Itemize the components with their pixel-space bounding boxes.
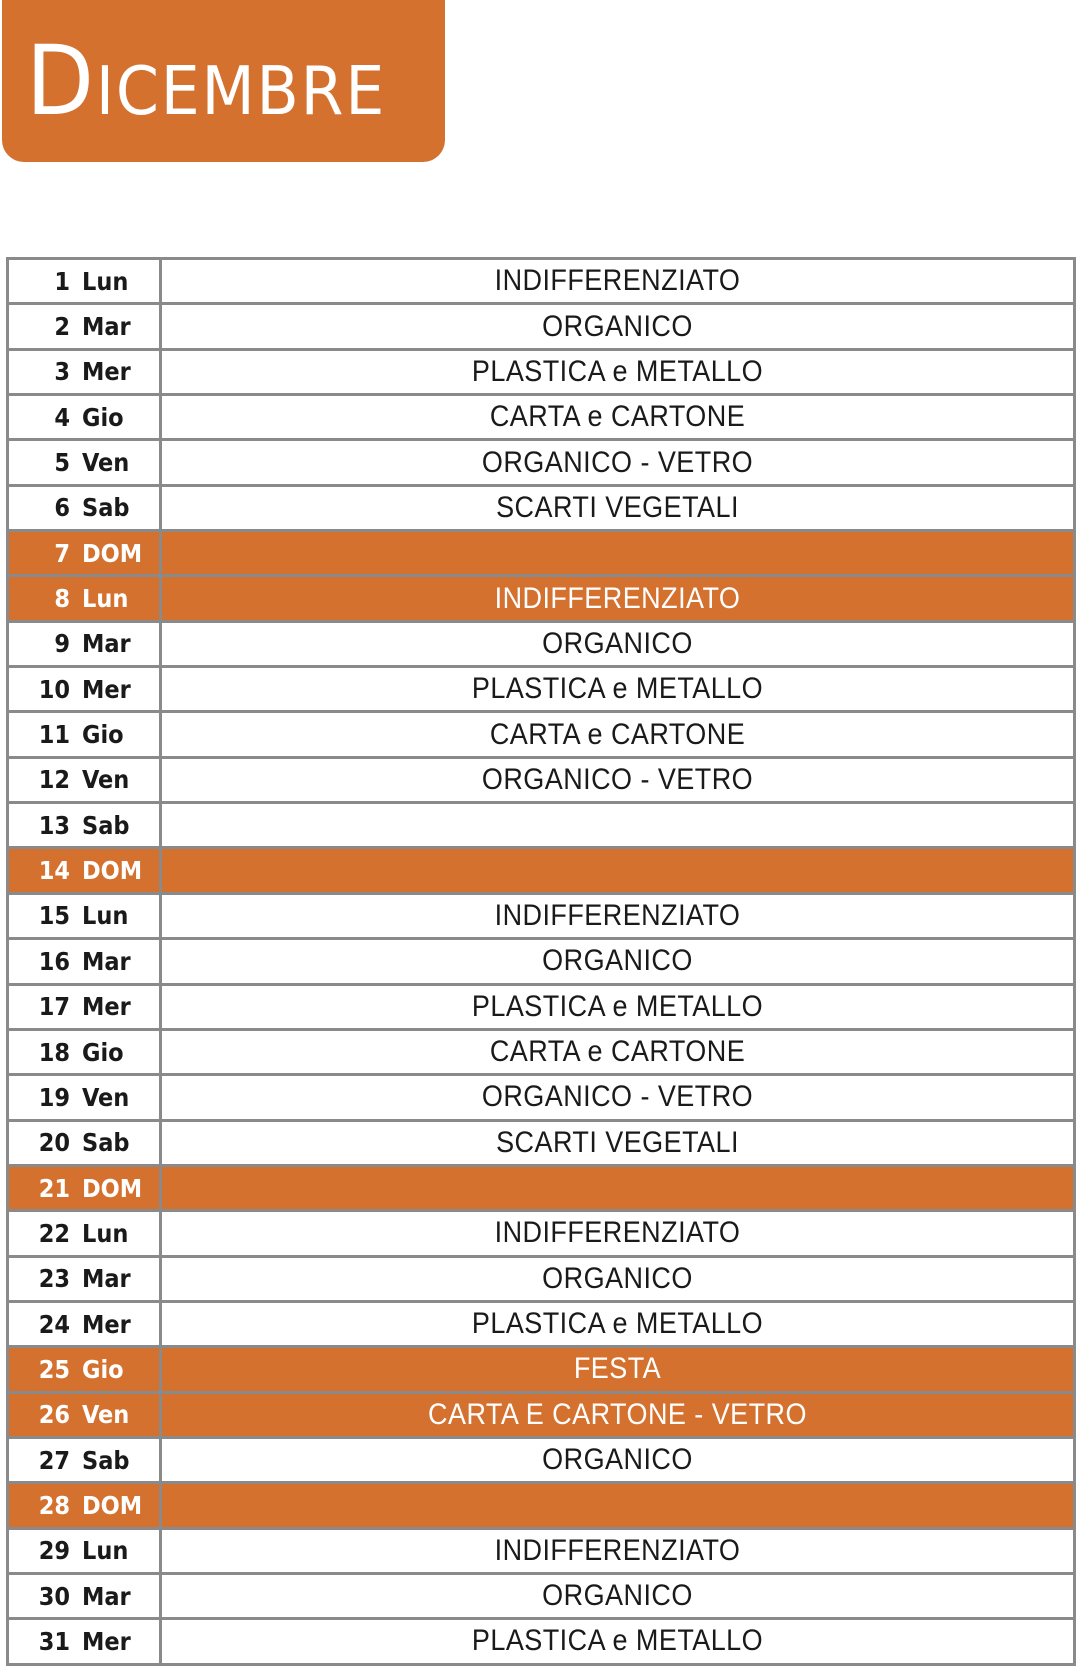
waste-type-cell: INDIFFERENZIATO bbox=[494, 264, 741, 298]
waste-type-cell: CARTA E CARTONE - VETRO bbox=[428, 1397, 807, 1431]
waste-type-cell bbox=[208, 1484, 1028, 1526]
day-number: 19 bbox=[38, 1082, 70, 1112]
weekday-label: Sab bbox=[82, 1128, 130, 1158]
day-cell bbox=[9, 623, 162, 665]
table-row bbox=[9, 1575, 1073, 1620]
weekday-label: Mar bbox=[82, 312, 131, 342]
table-row bbox=[9, 1484, 1073, 1529]
table-row bbox=[9, 1031, 1073, 1076]
weekday-label: Mer bbox=[82, 357, 131, 387]
day-cell bbox=[9, 1348, 162, 1390]
waste-type-cell bbox=[208, 804, 1028, 846]
day-number: 18 bbox=[38, 1037, 70, 1067]
weekday-label: Lun bbox=[82, 266, 129, 296]
waste-type-cell: INDIFFERENZIATO bbox=[494, 581, 741, 615]
day-cell bbox=[9, 986, 162, 1028]
weekday-label: Gio bbox=[82, 1037, 124, 1067]
waste-type-cell: INDIFFERENZIATO bbox=[494, 1216, 741, 1250]
waste-type-cell: INDIFFERENZIATO bbox=[494, 1533, 741, 1567]
day-cell bbox=[9, 305, 162, 347]
month-title-badge bbox=[2, 0, 445, 162]
table-row bbox=[9, 804, 1073, 849]
day-number: 21 bbox=[38, 1173, 70, 1203]
weekday-label: Mar bbox=[82, 1264, 131, 1294]
waste-type-cell bbox=[208, 532, 1028, 574]
weekday-label: DOM bbox=[82, 856, 143, 886]
day-number: 24 bbox=[38, 1309, 70, 1339]
waste-type-cell: PLASTICA e METALLO bbox=[471, 1624, 764, 1658]
weekday-label: Mer bbox=[82, 1309, 131, 1339]
day-cell bbox=[9, 1212, 162, 1254]
waste-type-cell: CARTA e CARTONE bbox=[489, 400, 746, 434]
day-cell bbox=[9, 532, 162, 574]
day-cell bbox=[9, 1258, 162, 1300]
table-row bbox=[9, 849, 1073, 894]
weekday-label: Ven bbox=[82, 1400, 130, 1430]
table-row bbox=[9, 260, 1073, 305]
table-row bbox=[9, 1620, 1073, 1665]
day-cell bbox=[9, 1303, 162, 1345]
weekday-label: Sab bbox=[82, 1445, 130, 1475]
waste-type-cell: SCARTI VEGETALI bbox=[496, 1125, 739, 1159]
waste-type-cell: ORGANICO bbox=[542, 1443, 693, 1477]
day-cell bbox=[9, 804, 162, 846]
day-cell bbox=[9, 577, 162, 619]
month-title: Dicembre bbox=[26, 25, 387, 137]
day-cell bbox=[9, 1167, 162, 1209]
day-cell bbox=[9, 1484, 162, 1526]
table-row bbox=[9, 1212, 1073, 1257]
weekday-label: Mar bbox=[82, 946, 131, 976]
table-row bbox=[9, 1076, 1073, 1121]
waste-type-cell: ORGANICO - VETRO bbox=[481, 1080, 754, 1114]
weekday-label: Gio bbox=[82, 1354, 124, 1384]
day-number: 12 bbox=[38, 765, 70, 795]
weekday-label: Sab bbox=[82, 493, 130, 523]
day-number: 10 bbox=[38, 674, 70, 704]
day-number: 29 bbox=[38, 1536, 70, 1566]
day-cell bbox=[9, 1620, 162, 1662]
weekday-label: Mer bbox=[82, 1626, 131, 1656]
day-number: 26 bbox=[38, 1400, 70, 1430]
day-cell bbox=[9, 1439, 162, 1481]
day-cell bbox=[9, 1394, 162, 1436]
day-number: 13 bbox=[38, 810, 70, 840]
table-row bbox=[9, 1394, 1073, 1439]
day-cell bbox=[9, 396, 162, 438]
table-row bbox=[9, 1348, 1073, 1393]
day-number: 5 bbox=[54, 448, 70, 478]
day-number: 16 bbox=[38, 946, 70, 976]
day-cell bbox=[9, 759, 162, 801]
waste-type-cell: ORGANICO bbox=[542, 309, 693, 343]
waste-type-cell: ORGANICO bbox=[542, 944, 693, 978]
day-cell bbox=[9, 1575, 162, 1617]
day-number: 17 bbox=[38, 992, 70, 1022]
day-number: 1 bbox=[54, 266, 70, 296]
day-cell bbox=[9, 713, 162, 755]
weekday-label: Gio bbox=[82, 402, 124, 432]
waste-type-cell: ORGANICO bbox=[542, 1261, 693, 1295]
waste-type-cell: ORGANICO bbox=[542, 626, 693, 660]
day-number: 22 bbox=[38, 1218, 70, 1248]
collection-calendar-table bbox=[6, 257, 1076, 1666]
weekday-label: Gio bbox=[82, 720, 124, 750]
table-row bbox=[9, 759, 1073, 804]
day-cell bbox=[9, 351, 162, 393]
table-row bbox=[9, 713, 1073, 758]
day-number: 3 bbox=[54, 357, 70, 387]
day-number: 28 bbox=[38, 1490, 70, 1520]
table-row bbox=[9, 1530, 1073, 1575]
weekday-label: Sab bbox=[82, 810, 130, 840]
day-number: 9 bbox=[54, 629, 70, 659]
day-number: 11 bbox=[38, 720, 70, 750]
day-number: 31 bbox=[38, 1626, 70, 1656]
waste-type-cell: FESTA bbox=[573, 1352, 662, 1386]
waste-type-cell: PLASTICA e METALLO bbox=[471, 989, 764, 1023]
table-row bbox=[9, 1303, 1073, 1348]
day-cell bbox=[9, 1031, 162, 1073]
waste-type-cell: PLASTICA e METALLO bbox=[471, 672, 764, 706]
day-number: 20 bbox=[38, 1128, 70, 1158]
day-number: 8 bbox=[54, 584, 70, 614]
day-cell bbox=[9, 1076, 162, 1118]
day-number: 6 bbox=[54, 493, 70, 523]
weekday-label: Lun bbox=[82, 901, 129, 931]
table-row bbox=[9, 1439, 1073, 1484]
day-cell bbox=[9, 1122, 162, 1164]
weekday-label: Ven bbox=[82, 448, 130, 478]
waste-type-cell: ORGANICO - VETRO bbox=[481, 762, 754, 796]
waste-type-cell: ORGANICO bbox=[542, 1579, 693, 1613]
day-number: 27 bbox=[38, 1445, 70, 1475]
weekday-label: Ven bbox=[82, 1082, 130, 1112]
table-row bbox=[9, 986, 1073, 1031]
day-number: 15 bbox=[38, 901, 70, 931]
weekday-label: DOM bbox=[82, 538, 143, 568]
day-number: 4 bbox=[54, 402, 70, 432]
table-row bbox=[9, 351, 1073, 396]
day-cell bbox=[9, 1530, 162, 1572]
table-row bbox=[9, 895, 1073, 940]
waste-type-cell: ORGANICO - VETRO bbox=[481, 445, 754, 479]
waste-type-cell: CARTA e CARTONE bbox=[489, 717, 746, 751]
day-cell bbox=[9, 260, 162, 302]
table-row bbox=[9, 623, 1073, 668]
day-number: 2 bbox=[54, 312, 70, 342]
waste-type-cell: PLASTICA e METALLO bbox=[471, 354, 764, 388]
weekday-label: Lun bbox=[82, 1536, 129, 1566]
day-number: 23 bbox=[38, 1264, 70, 1294]
weekday-label: DOM bbox=[82, 1490, 143, 1520]
table-row bbox=[9, 1258, 1073, 1303]
weekday-label: Mar bbox=[82, 1581, 131, 1611]
weekday-label: Mar bbox=[82, 629, 131, 659]
weekday-label: Lun bbox=[82, 1218, 129, 1248]
weekday-label: Mer bbox=[82, 674, 131, 704]
table-row bbox=[9, 577, 1073, 622]
table-row bbox=[9, 441, 1073, 486]
day-number: 7 bbox=[54, 538, 70, 568]
waste-type-cell bbox=[208, 849, 1028, 891]
table-row bbox=[9, 487, 1073, 532]
table-row bbox=[9, 668, 1073, 713]
weekday-label: Lun bbox=[82, 584, 129, 614]
day-cell bbox=[9, 849, 162, 891]
day-number: 30 bbox=[38, 1581, 70, 1611]
table-row bbox=[9, 396, 1073, 441]
waste-type-cell: INDIFFERENZIATO bbox=[494, 898, 741, 932]
day-cell bbox=[9, 895, 162, 937]
day-cell bbox=[9, 487, 162, 529]
table-row bbox=[9, 1122, 1073, 1167]
day-number: 25 bbox=[38, 1354, 70, 1384]
day-cell bbox=[9, 940, 162, 982]
table-row bbox=[9, 1167, 1073, 1212]
weekday-label: DOM bbox=[82, 1173, 143, 1203]
waste-type-cell: SCARTI VEGETALI bbox=[496, 490, 739, 524]
waste-type-cell: CARTA e CARTONE bbox=[489, 1035, 746, 1069]
day-cell bbox=[9, 441, 162, 483]
table-row bbox=[9, 305, 1073, 350]
day-number: 14 bbox=[38, 856, 70, 886]
table-row bbox=[9, 532, 1073, 577]
weekday-label: Ven bbox=[82, 765, 130, 795]
waste-type-cell bbox=[208, 1167, 1028, 1209]
weekday-label: Mer bbox=[82, 992, 131, 1022]
waste-type-cell: PLASTICA e METALLO bbox=[471, 1307, 764, 1341]
table-row bbox=[9, 940, 1073, 985]
day-cell bbox=[9, 668, 162, 710]
